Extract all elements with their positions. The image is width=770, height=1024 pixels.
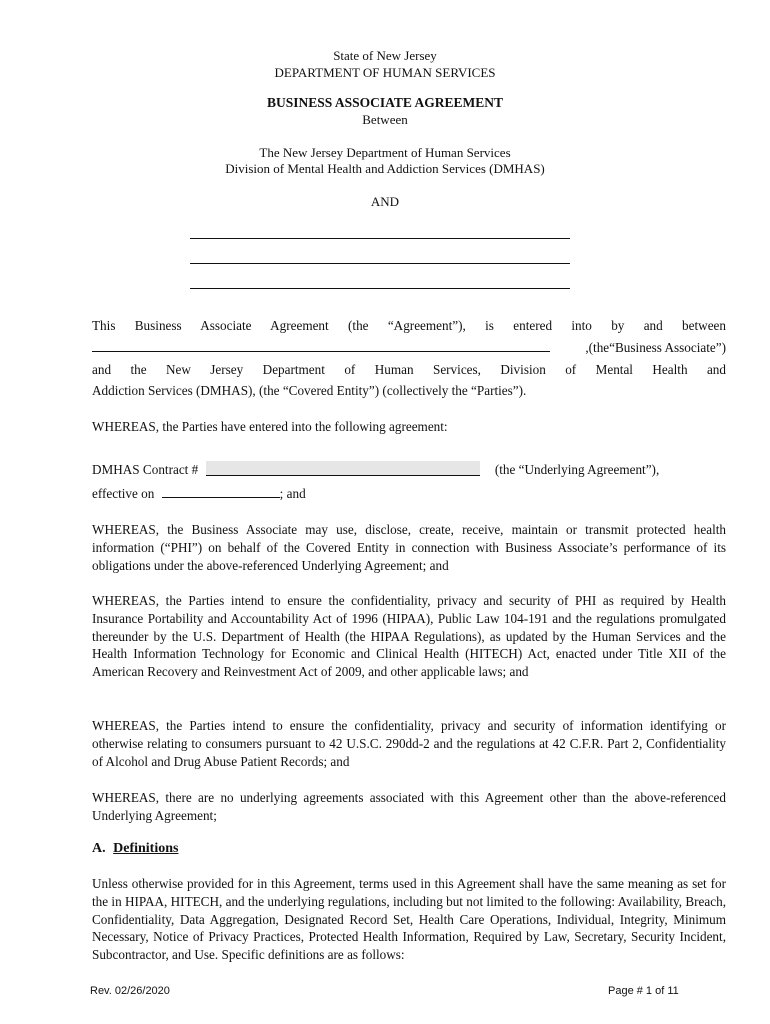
business-associate-name-field[interactable] [92,339,550,352]
effective-label: effective on [92,486,155,501]
whereas-intro: WHEREAS, the Parties have entered into the following agreement: [92,419,448,434]
party1-line1: The New Jersey Department of Human Services [259,145,511,160]
effective-suffix: ; and [279,486,306,501]
footer-page-number: Page # 1 of 11 [608,985,679,997]
contract-label: DMHAS Contract # [92,462,199,477]
header-between: Between [362,112,408,127]
whereas-paragraph-3: WHEREAS, the Parties intend to ensure the confidentiality, privacy and security of information identifying or otherwise relating to consumers pursuant to 42 U.S.C. 290dd-2 and the regulations at 42 C.F.R. Part 2, Confidentiality of Alcohol and Drug Abuse Patient Records; and [92,718,726,769]
section-a-letter: A. [92,841,106,856]
effective-line [92,485,306,503]
section-a-title: Definitions [113,841,179,856]
section-a-heading [92,841,178,857]
footer-revision: Rev. 02/26/2020 [90,985,170,997]
party2-blank-line-3[interactable] [190,288,570,289]
party2-blank-line-1[interactable] [190,238,570,239]
whereas-paragraph-2: WHEREAS, the Parties intend to ensure the confidentiality, privacy and security of PHI as required by Health Insurance Portability and Accountability Act of 1996 (HIPAA), Public Law 104-191 and the regulations promulgated thereunder by the U.S. Department of Health (the HIPAA Regulations), as updated by the Human Services and the Health Information Technology for Economic and Clinical Health (HITECH) Act, enacted under Title XII of the American Recovery and Reinvestment Act of 2009, and other applicable laws; and [92,593,726,680]
intro-line3: and the New Jersey Department of Human Services, Division of Mental Health and [92,362,726,377]
contract-line [92,461,659,479]
contract-number-field[interactable] [206,461,480,476]
whereas-paragraph-1: WHEREAS, the Business Associate may use, disclose, create, receive, maintain or transmit protected health information (“PHI”) on behalf of the Covered Entity in connection with Business Associate’s performance of its obligations under the above-referenced Underlying Agreement; and [92,522,726,573]
definitions-paragraph: Unless otherwise provided for in this Agreement, terms used in this Agreement shall have the same meaning as set for the in HIPAA, HITECH, and the underlying regulations, including but not limited to the following: Availability, Breach, Confidentiality, Data Aggregation, Designated Record Set, Health Care Operations, Individual, Integrity, Minimum Necessary, Notice of Privacy Practices, Protected Health Information, Required by Law, Secretary, Security Incident, Subcontractor, and Use. Specific definitions are as follows: [92,876,726,963]
effective-date-field[interactable] [162,485,280,498]
intro-line1: This Business Associate Agreement (the “Agreement”), is entered into by and between [92,318,726,333]
party1-line2: Division of Mental Health and Addiction Services (DMHAS) [225,161,545,176]
header-state: State of New Jersey [333,48,437,63]
party2-blank-line-2[interactable] [190,263,570,264]
contract-suffix: (the “Underlying Agreement”), [494,462,660,477]
document-title: BUSINESS ASSOCIATE AGREEMENT [266,95,504,110]
intro-line2 [92,339,726,357]
intro-line2-suffix: ,(the“Business Associate”) [585,340,726,355]
header-and: AND [370,194,400,209]
header-department: DEPARTMENT OF HUMAN SERVICES [274,65,496,80]
intro-line4: Addiction Services (DMHAS), (the “Covered Entity”) (collectively the “Parties”). [92,383,527,398]
whereas-paragraph-4: WHEREAS, there are no underlying agreements associated with this Agreement other than the above-referenced Underlying Agreement; [92,790,726,823]
